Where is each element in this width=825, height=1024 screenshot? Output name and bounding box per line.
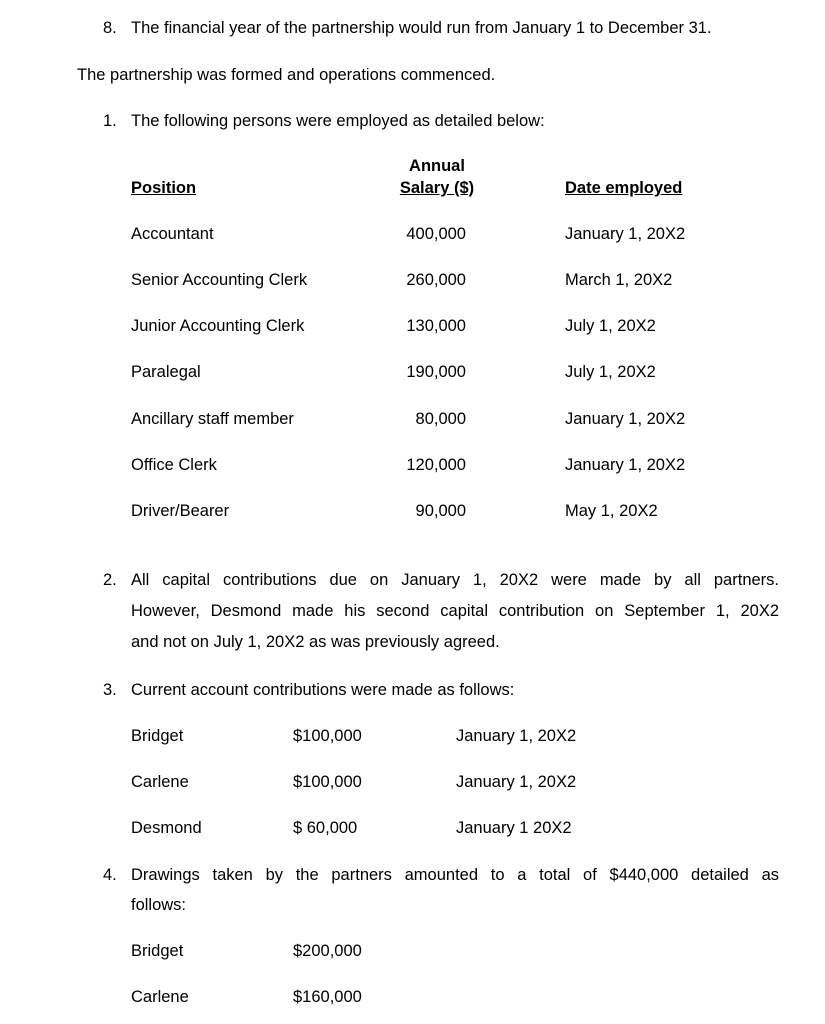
list-item-name: Desmond [131,819,202,837]
intro-text: The partnership was formed and operations commenced. [77,66,496,84]
table-row-position: Accountant [131,225,214,243]
table-row-salary: 190,000 [406,363,466,381]
item-1-text: The following persons were employed as detailed below: [131,112,545,130]
item-1-number: 1. [103,112,117,130]
table-row-salary: 120,000 [406,456,466,474]
list-item-amount: $160,000 [293,988,362,1006]
list-item-date: January 1, 20X2 [456,773,577,791]
table-row-position: Senior Accounting Clerk [131,271,308,289]
table-row-position: Junior Accounting Clerk [131,317,305,335]
list-item-name: Carlene [131,773,189,791]
header-position: Position [131,179,197,197]
item-4-line-1: Drawings taken by the partners amounted to a total of $440,000 detailed as [131,866,779,884]
list-item-amount: $ 60,000 [293,819,358,837]
table-row-date: May 1, 20X2 [565,502,658,520]
table-row-date: January 1, 20X2 [565,456,686,474]
list-item-date: January 1 20X2 [456,819,572,837]
header-salary-top: Annual [409,157,465,175]
list-item-amount: $100,000 [293,773,362,791]
table-row-date: January 1, 20X2 [565,410,686,428]
item-8-text: The financial year of the partnership would run from January 1 to December 31. [131,19,712,37]
header-date-employed: Date employed [565,179,683,197]
table-row-position: Driver/Bearer [131,502,230,520]
item-2-number: 2. [103,571,117,589]
table-row-date: January 1, 20X2 [565,225,686,243]
item-3-text: Current account contributions were made as follows: [131,681,515,699]
table-row-date: July 1, 20X2 [565,317,656,335]
list-item-name: Bridget [131,727,184,745]
item-4-line-2: follows: [131,896,187,914]
table-row-position: Ancillary staff member [131,410,294,428]
list-item-name: Bridget [131,942,184,960]
item-3-number: 3. [103,681,117,699]
table-row-date: March 1, 20X2 [565,271,673,289]
list-item-amount: $100,000 [293,727,362,745]
list-item-amount: $200,000 [293,942,362,960]
table-row-salary: 400,000 [406,225,466,243]
list-item-name: Carlene [131,988,189,1006]
item-2-line-2: However, Desmond made his second capital contribution on September 1, 20X2 [131,602,779,620]
table-row-salary: 80,000 [415,410,466,428]
table-row-salary: 130,000 [406,317,466,335]
table-row-salary: 260,000 [406,271,466,289]
table-row-position: Paralegal [131,363,201,381]
item-2-line-1: All capital contributions due on January 1, 20X2 were made by all partners. [131,571,779,589]
item-4-number: 4. [103,866,117,884]
item-2-line-3: and not on July 1, 20X2 as was previously agreed. [131,633,500,651]
table-row-salary: 90,000 [415,502,466,520]
list-item-date: January 1, 20X2 [456,727,577,745]
table-row-date: July 1, 20X2 [565,363,656,381]
table-row-position: Office Clerk [131,456,217,474]
item-8-number: 8. [103,19,117,37]
header-salary: Salary ($) [399,179,475,197]
